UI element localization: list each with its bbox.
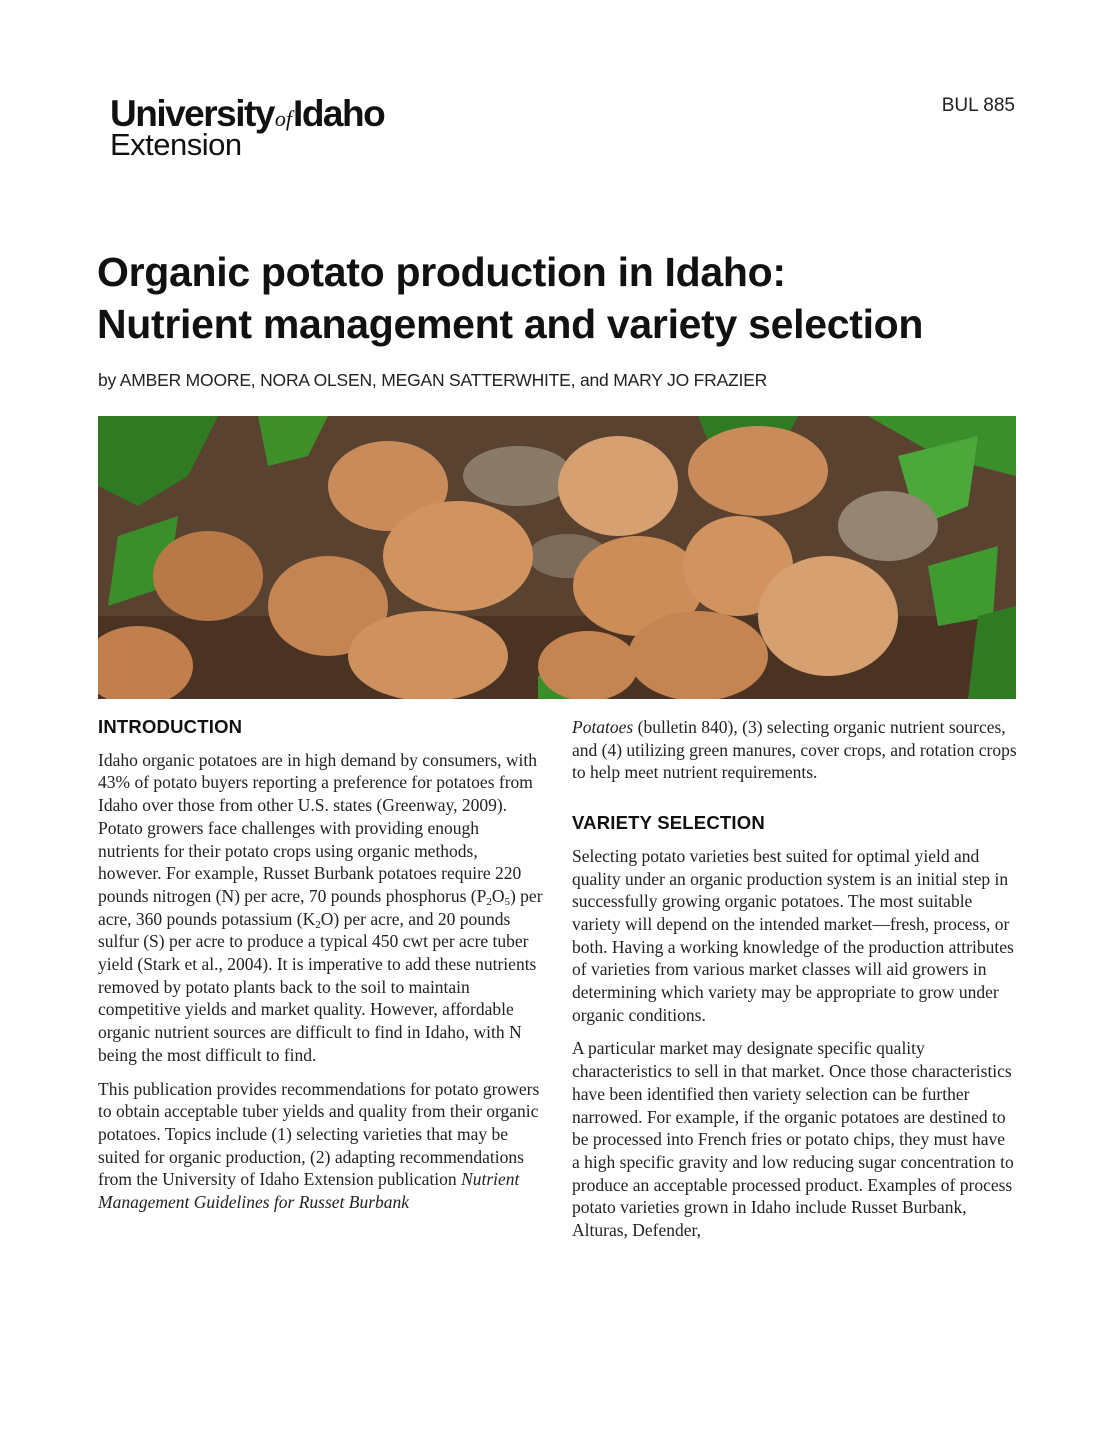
logo-of: of: [274, 106, 293, 131]
potato-photo-illustration: [98, 416, 1016, 699]
introduction-paragraph-1: Idaho organic potatoes are in high demand by consumers, with 43% of potato buyers reporting a preference for potatoes from Idaho over those from other U.S. states (Greenway, 2009). Potato growers face challenges with providing enough nutrients for their potato crops using organic methods, however. For example, Russet Burbank potatoes require 220 pounds nitrogen (N) per acre, 70 pounds phosphorus $(P_2O_5)$ per acre, 360 pounds potassium $(K_2O)$ per acre, and 20 pounds sulfur (S) per acre to produce a typical 450 cwt per acre tuber yield (Stark et al., 2004). It is imperative to add these nutrients removed by potato plants back to the soil to maintain competitive yields and market quality. However, affordable organic nutrient sources are difficult to find in Idaho, with N being the most difficult to find.: [98, 749, 543, 1065]
logo-idaho: Idaho: [293, 93, 385, 134]
logo-university: University: [110, 93, 274, 134]
bulletin-number: BUL 885: [941, 95, 1015, 116]
page-title: [97, 246, 1037, 350]
university-logo: [110, 95, 384, 160]
right-column: [572, 716, 1017, 1253]
title-line-1: Organic potato production in Idaho:: [97, 249, 786, 295]
introduction-heading: INTRODUCTION: [98, 716, 243, 737]
title-line-2: Nutrient management and variety selection: [97, 301, 924, 347]
variety-selection-heading: VARIETY SELECTION: [572, 812, 765, 834]
left-column: [98, 716, 543, 1225]
publication-title: Nutrient Management Guidelines for Russet Burbank: [98, 1169, 520, 1213]
potato-photo: [98, 416, 1016, 699]
author-byline: by AMBER MOORE, NORA OLSEN, MEGAN SATTERWHITE, and MARY JO FRAZIER: [98, 370, 768, 390]
variety-paragraph-2: A particular market may designate specific quality characteristics to sell in that market. Once those characteristics have been identified then variety selection can be further narrowed. For example, if the organic potatoes are destined to be processed into French fries or potato chips, they must have a high specific gravity and low reducing sugar concentration to produce an acceptable processed product. Examples of process potato varieties grown in Idaho include Russet Burbank, Alturas, Defender,: [572, 1038, 1014, 1241]
introduction-paragraph-2-continued: Potatoes (bulletin 840), (3) selecting organic nutrient sources, and (4) utilizing green manures, cover crops, and rotation crops to help meet nutrient requirements.: [572, 717, 1017, 783]
logo-extension: Extension: [110, 127, 242, 162]
variety-paragraph-1: Selecting potato varieties best suited for optimal yield and quality under an organic production system is an initial step in successfully growing organic potatoes. The most suitable variety will depend on the intended market—fresh, process, or both. Having a working knowledge of the production attributes of varieties from various market classes will aid growers in determining which variety may be appropriate to grow under organic conditions.: [572, 845, 1014, 1025]
introduction-paragraph-2: This publication provides recommendations for potato growers to obtain acceptable tuber yields and quality from their organic potatoes. Topics include (1) selecting varieties that may be suited for organic production, (2) adapting recommendations from the University of Idaho Extension publication Nutrient Management Guidelines for Russet Burbank: [98, 1078, 540, 1213]
publication-title-continued: Potatoes: [572, 717, 634, 737]
